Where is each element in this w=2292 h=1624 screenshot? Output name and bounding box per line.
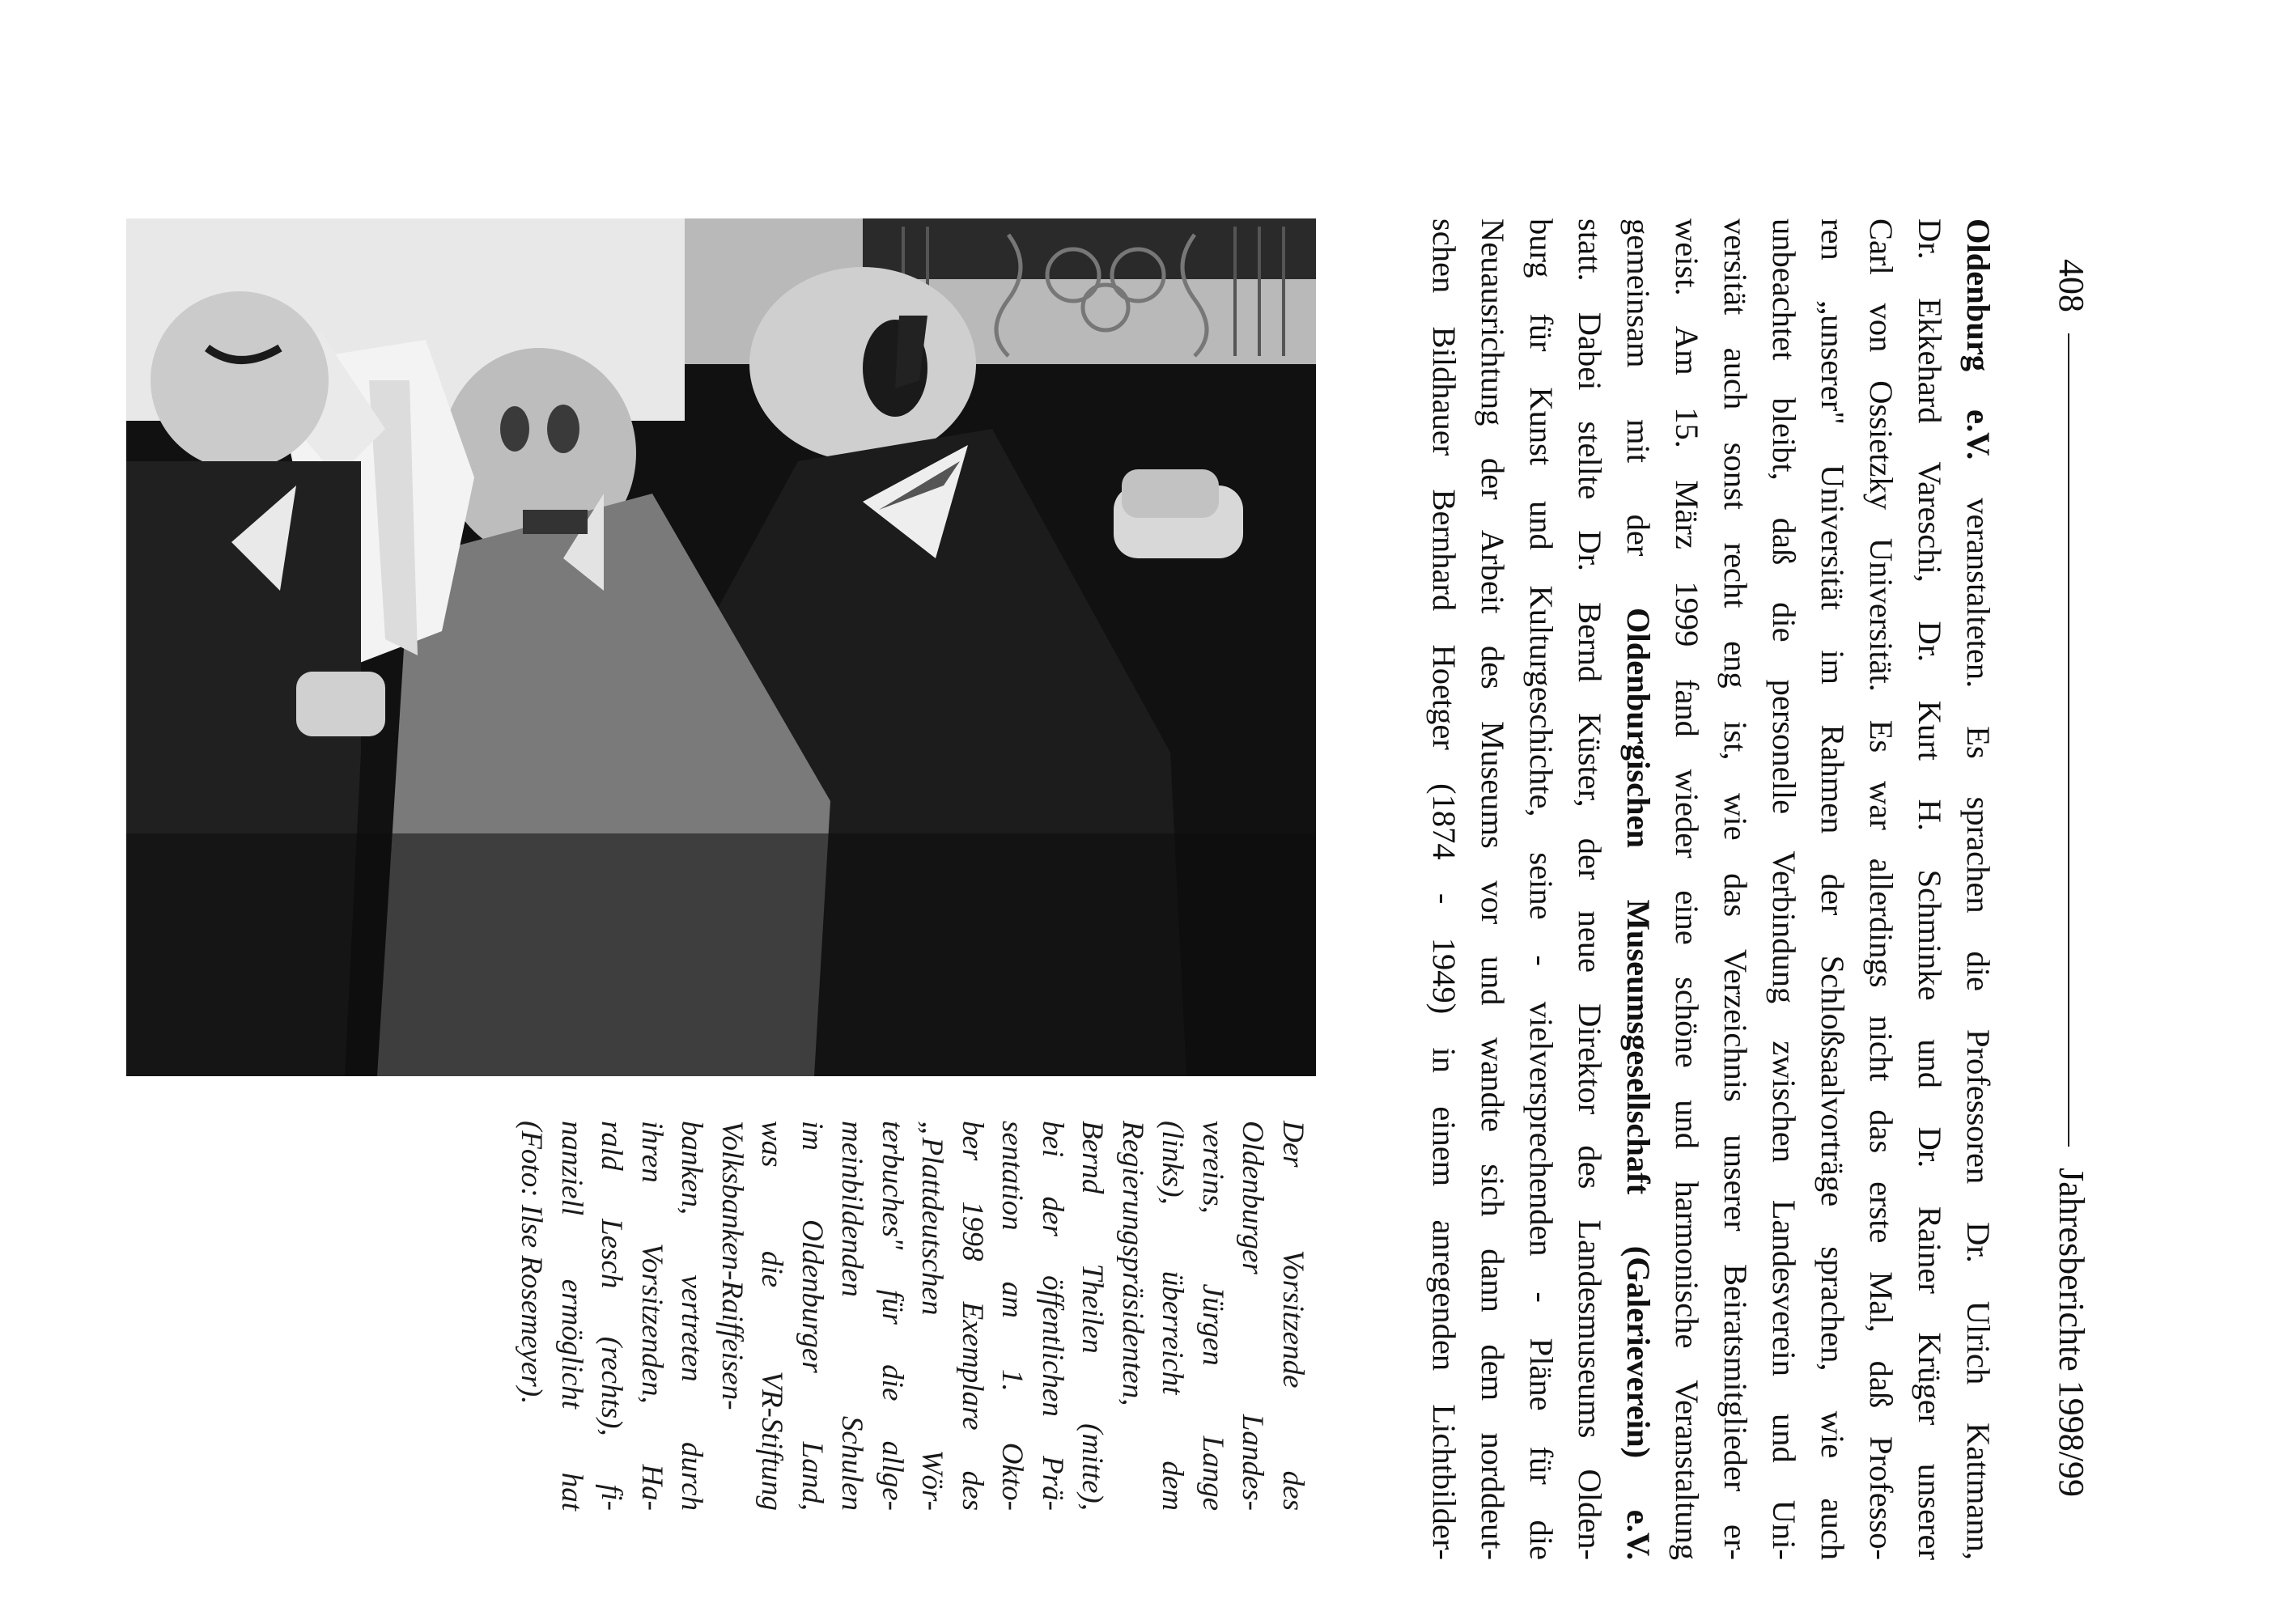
caption-line: ber 1998 Exemplare des [956,1121,989,1511]
body-line [1662,218,1711,1560]
header-rule [2068,333,2069,1147]
body-line [1517,218,1565,1560]
body-line-text: burg für Kunst und Kulturgeschichte, seine - vielversprechenden - Pläne für die [1523,218,1560,1560]
caption-line: „Plattdeutschen Wör- [915,1121,949,1511]
body-line-text: weist. Am 15. März 1999 fand wieder eine schöne und harmonische Veranstaltung [1669,218,1705,1560]
body-line [1954,218,2002,1560]
body-line [1759,218,1808,1560]
body-line [1614,218,1662,1560]
caption-line: meinbildenden Schulen [835,1121,869,1511]
body-line [1565,218,1614,1560]
body-line [1808,218,1857,1560]
body-line-text-after: veranstalteten. Es sprachen die Professoren Dr. Ulrich Kattmann, [1960,460,1997,1561]
caption-line: banken, vertreten durch [675,1121,709,1511]
photograph-image [126,218,1316,1076]
body-line-text: gemeinsam mit der [1620,218,1657,608]
caption-line: sentation am 1. Okto- [995,1121,1029,1511]
body-line-bold: Oldenburg e.V. [1960,218,1997,460]
caption-line: (Foto: Ilse Rosemeyer). [515,1121,549,1405]
body-line [1468,218,1517,1560]
caption-line: was die VR-Stiftung [755,1121,789,1511]
caption-line: im Oldenburger Land, [796,1121,829,1511]
body-text [1420,218,2002,1560]
caption-line: Der Vorsitzende des [1276,1121,1309,1511]
body-line [1857,218,1905,1560]
body-line-text: schen Bildhauer Bernhard Hoetger (1874 - 1949) in einem anregenden Lichtbilder- [1426,218,1462,1560]
body-line-text: Carl von Ossietzky Universität. Es war allerdings nicht das erste Mal, daß Professo- [1863,218,1899,1560]
photograph [126,218,1316,1076]
caption-line: vereins, Jürgen Lange [1196,1121,1229,1511]
body-line-text: statt. Dabei stellte Dr. Bernd Küster, der neue Direktor des Landesmuseums Olden- [1572,218,1608,1560]
caption-line: Volksbanken-Raiffeisen- [715,1121,749,1410]
body-line [1420,218,1468,1560]
body-line-text: Neuausrichtung der Arbeit des Museums vor und wandte sich dann dem norddeut- [1475,218,1511,1560]
body-line-text: Dr. Ekkehard Vareschi, Dr. Kurt H. Schminke und Dr. Rainer Krüger unserer [1912,218,1948,1560]
page-header [2039,259,2104,1497]
body-line-text: ren „unserer" Universität im Rahmen der Schloßsaalvorträge sprachen, wie auch [1814,218,1851,1560]
photo-caption [511,1121,1313,1511]
body-line [1905,218,1954,1560]
caption-line: ihren Vorsitzenden, Ha- [635,1121,668,1511]
body-line-text: versität auch sonst recht eng ist, wie das Verzeichnis unserer Beiratsmitglieder er- [1717,218,1754,1560]
page-number: 408 [2052,259,2092,312]
caption-line: Oldenburger Landes- [1236,1121,1270,1511]
running-title: Jahresberichte 1998/99 [2052,1168,2092,1497]
body-line [1711,218,1759,1560]
caption-line: rald Lesch (rechts), fi- [595,1121,629,1511]
caption-line: terbuches" für die allge- [876,1121,909,1511]
caption-line: (links), überreicht dem [1156,1121,1190,1511]
body-line-bold: Oldenburgischen Museumsgesellschaft (Galerieverein) e.V. [1620,608,1657,1560]
caption-line: bei der öffentlichen Prä- [1036,1121,1069,1511]
caption-line: Regierungspräsidenten, [1116,1121,1149,1406]
body-line-text: unbeachtet bleibt, daß die personelle Verbindung zwischen Landesverein und Uni- [1766,218,1802,1560]
caption-line: nanziell ermöglicht hat [555,1121,588,1511]
caption-line: Bernd Theilen (mitte), [1076,1121,1110,1511]
